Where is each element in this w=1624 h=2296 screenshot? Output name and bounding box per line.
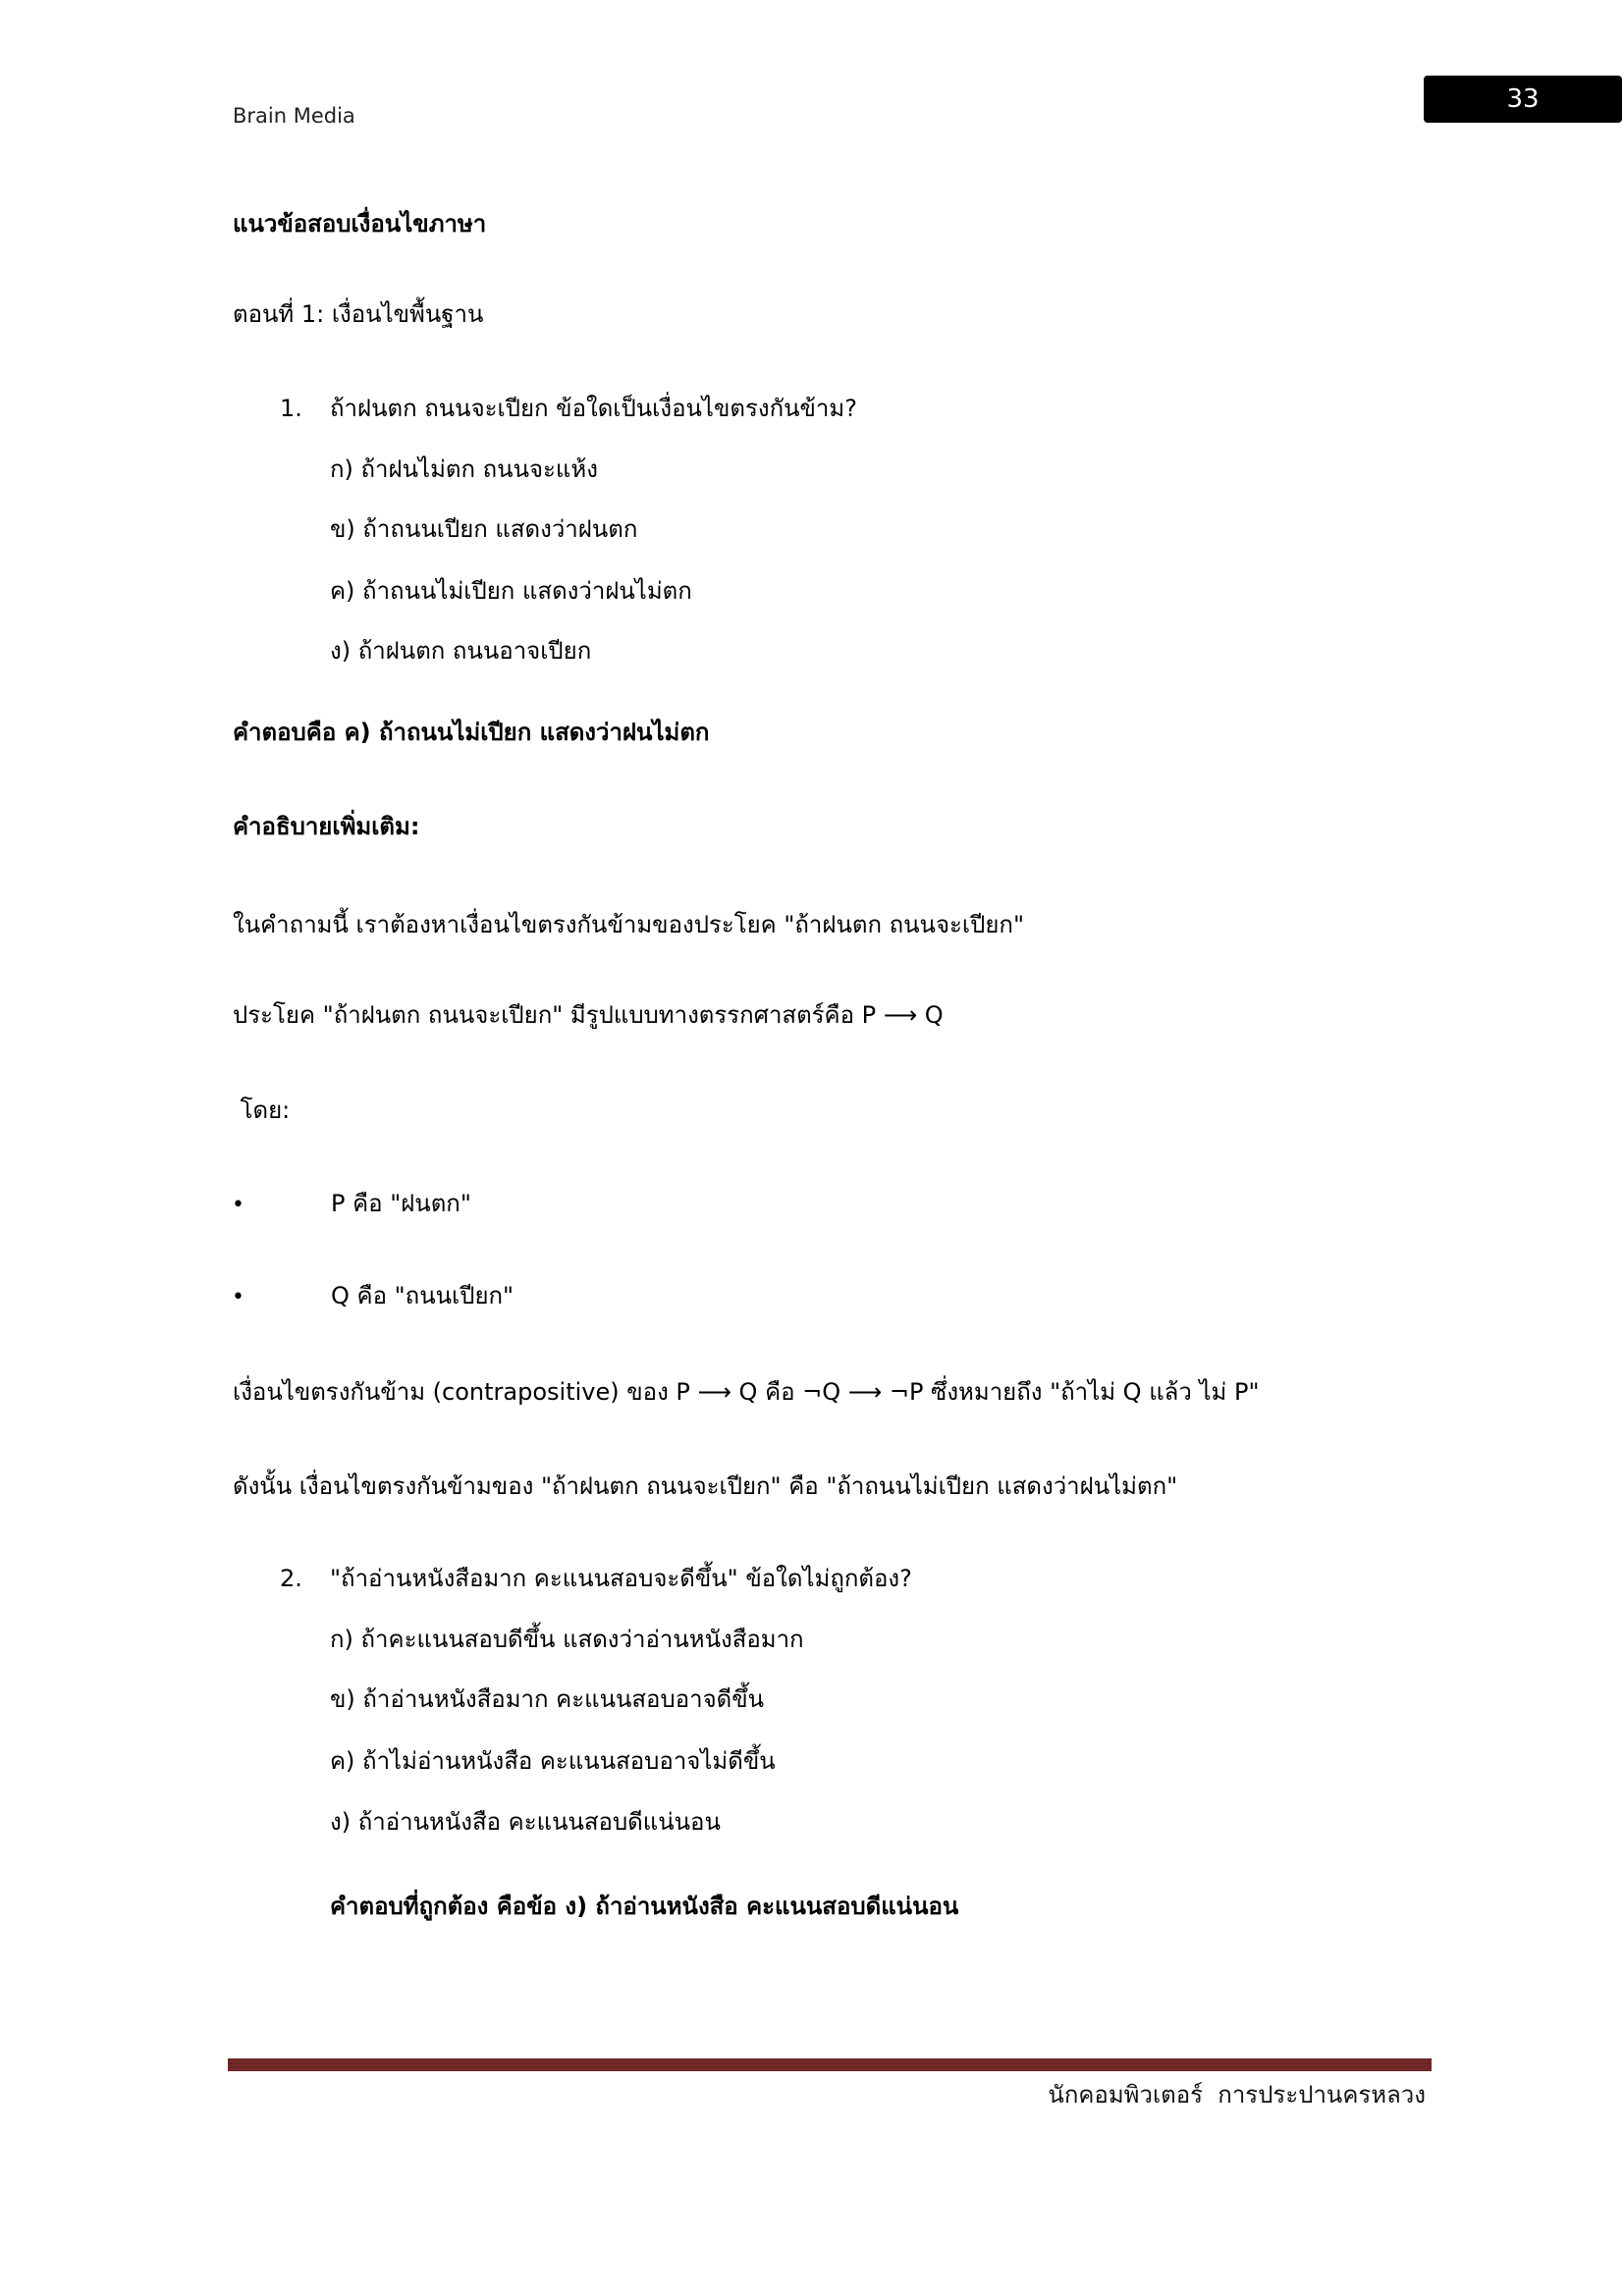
- explanation-conclusion: ดังนั้น เงื่อนไขตรงกันข้ามของ "ถ้าฝนตก ถนนจะเปียก" คือ "ถ้าถนนไม่เปียก แสดงว่าฝนไม่ตก": [233, 1472, 1178, 1500]
- answer: คำตอบคือ ค) ถ้าถนนไม่เปียก แสดงว่าฝนไม่ตก: [233, 719, 710, 746]
- option-d: ง) ถ้าฝนตก ถนนอาจเปียก: [330, 637, 592, 665]
- option-b: ข) ถ้าถนนเปียก แสดงว่าฝนตก: [330, 515, 638, 543]
- bullet-item: P คือ "ฝนตก": [331, 1190, 471, 1217]
- answer: คำตอบที่ถูกต้อง คือข้อ ง) ถ้าอ่านหนังสือ คะแนนสอบดีแน่นอน: [330, 1893, 959, 1920]
- option-a: ก) ถ้าคะแนนสอบดีขึ้น แสดงว่าอ่านหนังสือมาก: [330, 1626, 804, 1653]
- header-publisher: Brain Media: [233, 104, 355, 128]
- section-heading: ตอนที่ 1: เงื่อนไขพื้นฐาน: [233, 300, 484, 328]
- explanation-paragraph: ประโยค "ถ้าฝนตก ถนนจะเปียก" มีรูปแบบทางตรรกศาสตร์คือ P ⟶ Q: [233, 1001, 944, 1029]
- question-text: ถ้าฝนตก ถนนจะเปียก ข้อใดเป็นเงื่อนไขตรงกันข้าม?: [330, 395, 857, 422]
- question-text: "ถ้าอ่านหนังสือมาก คะแนนสอบจะดีขึ้น" ข้อใดไม่ถูกต้อง?: [330, 1565, 912, 1592]
- question-number: 2.: [280, 1565, 302, 1592]
- question-number: 1.: [280, 395, 302, 422]
- option-d: ง) ถ้าอ่านหนังสือ คะแนนสอบดีแน่นอน: [330, 1808, 721, 1836]
- page-number: 33: [1506, 84, 1540, 114]
- bullet-icon: •: [232, 1193, 244, 1217]
- explanation-paragraph: โดย:: [233, 1096, 291, 1124]
- bullet-item: Q คือ "ถนนเปียก": [331, 1282, 514, 1309]
- option-a: ก) ถ้าฝนไม่ตก ถนนจะแห้ง: [330, 455, 598, 483]
- option-b: ข) ถ้าอ่านหนังสือมาก คะแนนสอบอาจดีขึ้น: [330, 1685, 765, 1713]
- explanation-paragraph: ในคำถามนี้ เราต้องหาเงื่อนไขตรงกันข้ามของประโยค "ถ้าฝนตก ถนนจะเปียก": [233, 911, 1024, 938]
- bullet-icon: •: [232, 1285, 244, 1309]
- page-number-badge: [1424, 76, 1622, 123]
- footer-text: นักคอมพิวเตอร์ การประปานครหลวง: [1048, 2081, 1426, 2109]
- explanation-conclusion: เงื่อนไขตรงกันข้าม (contrapositive) ของ P ⟶ Q คือ ¬Q ⟶ ¬P ซึ่งหมายถึง "ถ้าไม่ Q แล้ว ไม่ P": [233, 1378, 1260, 1406]
- option-c: ค) ถ้าถนนไม่เปียก แสดงว่าฝนไม่ตก: [330, 577, 692, 605]
- footer-divider: [228, 2058, 1432, 2071]
- explanation-heading: คำอธิบายเพิ่มเติม:: [233, 813, 420, 840]
- page-title: แนวข้อสอบเงื่อนไขภาษา: [233, 210, 487, 238]
- option-c: ค) ถ้าไม่อ่านหนังสือ คะแนนสอบอาจไม่ดีขึ้น: [330, 1747, 776, 1775]
